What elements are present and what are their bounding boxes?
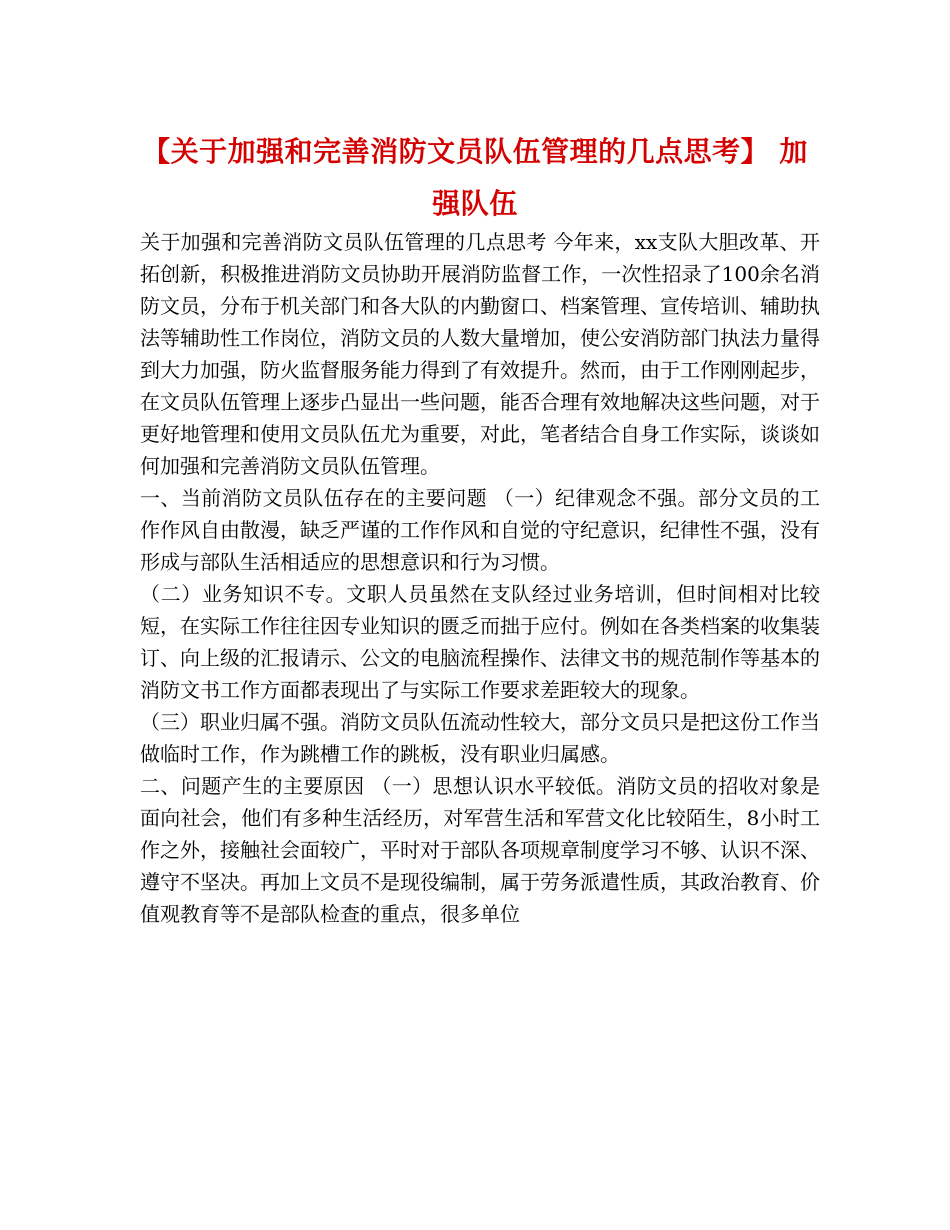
document-title: 【关于加强和完善消防文员队伍管理的几点思考】 加强队伍 (142, 135, 808, 220)
paragraph-causes: 二、问题产生的主要原因 （一）思想认识水平较低。消防文员的招收对象是面向社会，他们有多种生活经历，对军营生活和军营文化比较陌生，8小时工作之外，接触社会面较广，平时对于部队各项规章制度学习不够、认识不深、遵守不坚决。再加上文员不是现役编制，属于劳务派遣性质，其政治教育、价值观教育等不是部队检查的重点，很多单位 (140, 774, 820, 926)
paragraph-intro: 关于加强和完善消防文员队伍管理的几点思考 今年来，xx支队大胆改革、开拓创新，积极推进消防文员协助开展消防监督工作，一次性招录了100余名消防文员，分布于机关部门和各大队的内勤窗口、档案管理、宣传培训、辅助执法等辅助性工作岗位，消防文员的人数大量增加，使公安消防部门执法力量得到大力加强，防火监督服务能力得到了有效提升。然而，由于工作刚刚起步，在文员队伍管理上逐步凸显出一些问题，能否合理有效地解决这些问题，对于更好地管理和使用文员队伍尤为重要，对此，笔者结合自身工作实际，谈谈如何加强和完善消防文员队伍管理。 (140, 230, 820, 478)
document-body (140, 226, 820, 930)
paragraph-problems-belonging: （三）职业归属不强。消防文员队伍流动性较大，部分文员只是把这份工作当做临时工作，作为跳槽工作的跳板，没有职业归属感。 (140, 710, 820, 766)
paragraph-problems-knowledge: （二）业务知识不专。文职人员虽然在支队经过业务培训，但时间相对比较短，在实际工作往往因专业知识的匮乏而拙于应付。例如在各类档案的收集装订、向上级的汇报请示、公文的电脑流程操作、法律文书的规范制作等基本的消防文书工作方面都表现出了与实际工作要求差距较大的现象。 (140, 582, 820, 702)
paragraph-problems-discipline: 一、当前消防文员队伍存在的主要问题 （一）纪律观念不强。部分文员的工作作风自由散漫，缺乏严谨的工作作风和自觉的守纪意识，纪律性不强，没有形成与部队生活相适应的思想意识和行为习惯。 (140, 486, 820, 574)
